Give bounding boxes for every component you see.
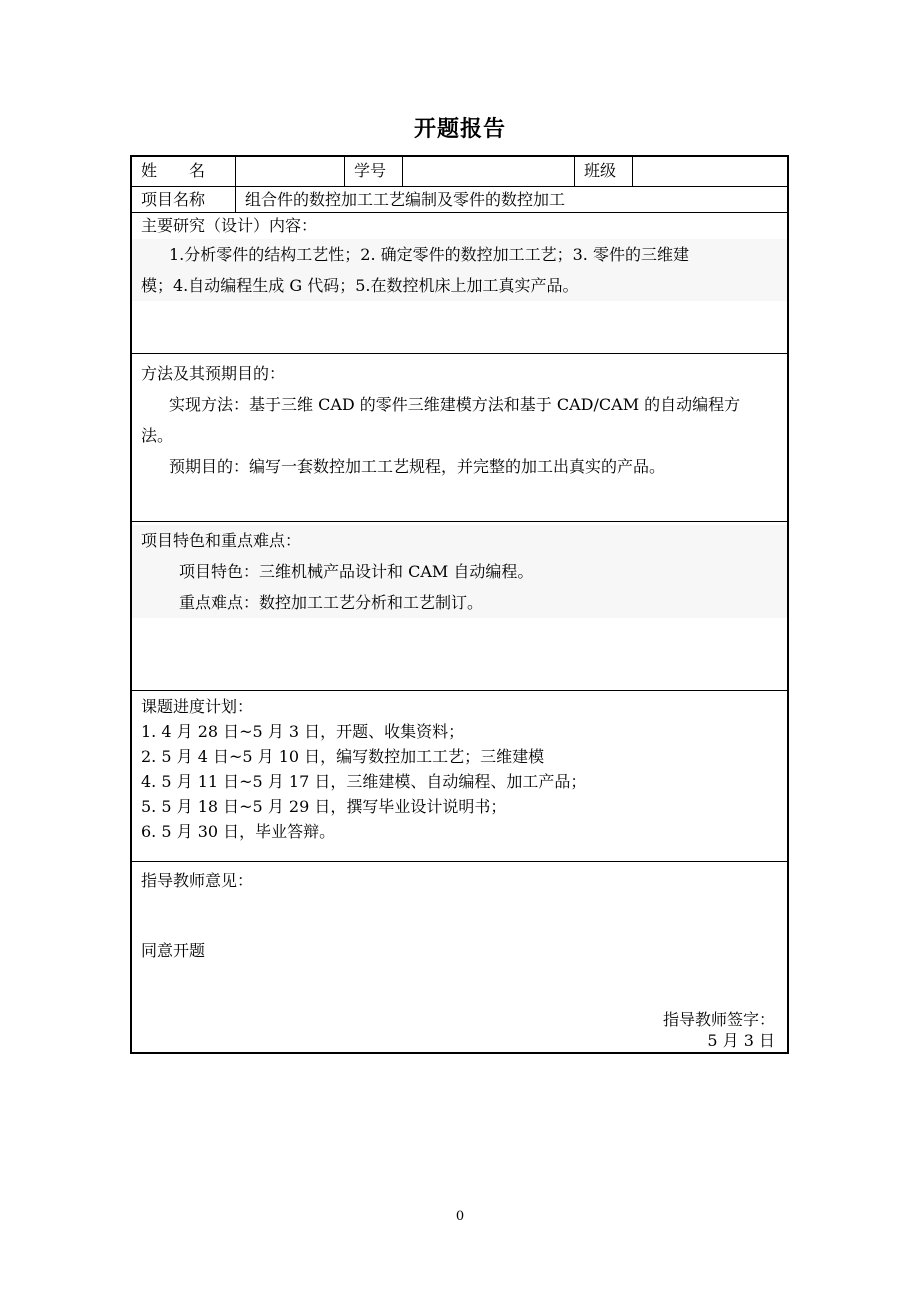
class-field[interactable] <box>633 157 787 186</box>
method-line-2: 法。 <box>141 426 174 445</box>
document-title: 开题报告 <box>413 117 506 142</box>
project-row <box>132 187 787 213</box>
student-id-field[interactable] <box>403 157 575 186</box>
plan-section <box>132 691 787 862</box>
method-heading: 方法及其预期目的： <box>141 364 286 383</box>
plan-item: 2. 5 月 4 日~5 月 10 日，编写数控加工工艺；三维建模 <box>141 747 545 766</box>
features-line-1: 项目特色：三维机械产品设计和 CAM 自动编程。 <box>132 556 787 587</box>
advisor-heading: 指导教师意见： <box>141 871 254 890</box>
features-section <box>132 522 787 691</box>
method-line-1: 实现方法：基于三维 CAD 的零件三维建模方法和基于 CAD/CAM 的自动编程方 <box>169 395 741 414</box>
advisor-opinion: 同意开题 <box>141 941 206 960</box>
name-label: 姓 名 <box>132 157 236 186</box>
plan-heading: 课题进度计划： <box>141 697 254 716</box>
advisor-section <box>132 862 787 1052</box>
research-line-1: 1.分析零件的结构工艺性；2. 确定零件的数控加工工艺；3. 零件的三维建 <box>132 239 787 270</box>
project-value: 组合件的数控加工工艺编制及零件的数控加工 <box>245 190 566 209</box>
name-field[interactable] <box>236 157 345 186</box>
info-row <box>132 157 787 187</box>
class-label: 班级 <box>575 157 633 186</box>
method-section <box>132 354 787 522</box>
method-line-3: 预期目的：编写一套数控加工工艺规程，并完整的加工出真实的产品。 <box>169 457 666 476</box>
plan-item: 1. 4 月 28 日~5 月 3 日，开题、收集资料； <box>141 722 465 741</box>
features-line-2: 重点难点：数控加工工艺分析和工艺制订。 <box>132 587 787 618</box>
advisor-signature-label: 指导教师签字： <box>662 1010 775 1029</box>
plan-item: 4. 5 月 11 日~5 月 17 日，三维建模、自动编程、加工产品； <box>141 772 587 791</box>
research-heading: 主要研究（设计）内容： <box>141 216 318 235</box>
research-line-2: 模；4.自动编程生成 G 代码；5.在数控机床上加工真实产品。 <box>132 270 787 301</box>
features-heading: 项目特色和重点难点： <box>132 525 787 556</box>
research-section <box>132 213 787 354</box>
report-table <box>130 155 789 1054</box>
student-id-label: 学号 <box>345 157 403 186</box>
plan-item: 6. 5 月 30 日，毕业答辩。 <box>141 822 336 841</box>
project-label: 项目名称 <box>132 187 236 212</box>
page-number: 0 <box>455 1209 465 1224</box>
advisor-date: 5 月 3 日 <box>707 1031 775 1050</box>
plan-item: 5. 5 月 18 日~5 月 29 日，撰写毕业设计说明书； <box>141 797 507 816</box>
